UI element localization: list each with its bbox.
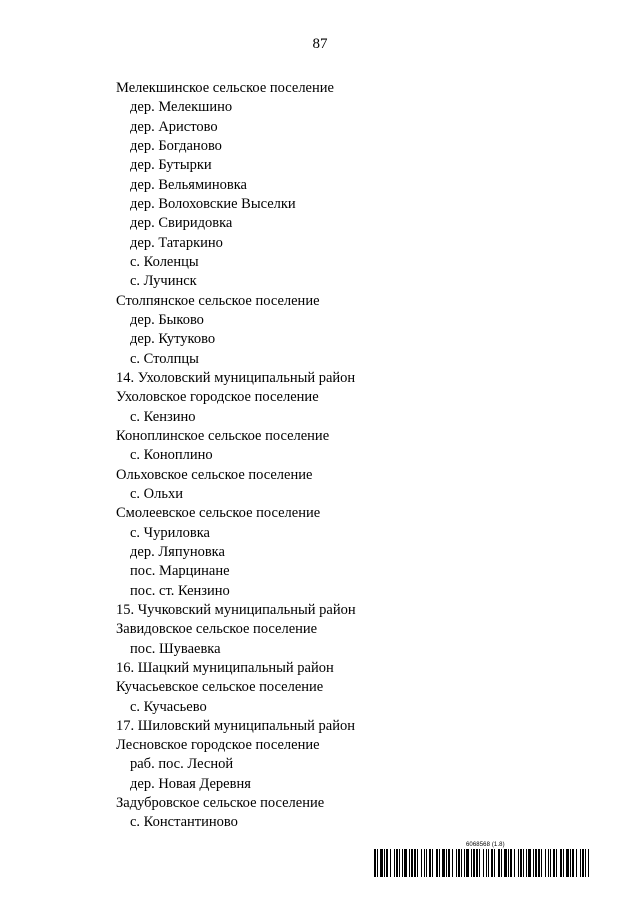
barcode-bar xyxy=(464,849,465,877)
barcode-bar xyxy=(461,849,462,877)
barcode-bar xyxy=(556,849,557,877)
barcode-bar xyxy=(409,849,410,877)
barcode-bar xyxy=(446,849,447,877)
barcode-bar xyxy=(494,849,495,877)
list-item: дер. Татаркино xyxy=(130,234,223,251)
list-item: с. Кучасьево xyxy=(130,698,207,715)
barcode-bar xyxy=(432,849,433,877)
barcode-bar xyxy=(545,849,546,877)
barcode-bar xyxy=(436,849,438,877)
barcode-bar xyxy=(488,849,489,877)
list-heading: Завидовское сельское поселение xyxy=(116,621,318,638)
page-number: 87 xyxy=(312,36,328,52)
barcode-bar xyxy=(585,849,586,877)
list-item: с. Константиново xyxy=(130,814,238,831)
barcode-bar xyxy=(374,849,376,877)
barcode-bar xyxy=(528,849,531,877)
barcode-bar xyxy=(424,849,425,877)
list-heading: 15. Чучковский муниципальный район xyxy=(116,601,356,618)
barcode-bar xyxy=(508,849,509,877)
list-item: пос. Марцинане xyxy=(130,563,230,580)
barcode-bar xyxy=(504,849,507,877)
barcode-bar xyxy=(523,849,524,877)
barcode-bar xyxy=(535,849,537,877)
list-item: дер. Вельяминовка xyxy=(130,176,247,193)
list-item: дер. Новая Деревня xyxy=(130,775,251,792)
barcode-bar xyxy=(582,849,584,877)
barcode-bar xyxy=(518,849,519,877)
list-item: дер. Мелекшино xyxy=(130,99,233,116)
barcode-bar xyxy=(526,849,527,877)
barcode-bar xyxy=(520,849,522,877)
list-heading: 17. Шиловский муниципальный район xyxy=(116,717,355,734)
list-item: с. Чуриловка xyxy=(130,524,210,541)
list-item: с. Коленцы xyxy=(130,253,199,270)
barcode-bar xyxy=(396,849,398,877)
document-code: 6068568 (1.8) xyxy=(466,842,505,848)
barcode-bar xyxy=(414,849,416,877)
barcode-bar xyxy=(394,849,395,877)
list-item: дер. Свиридовка xyxy=(130,215,233,232)
barcode-bar xyxy=(386,849,388,877)
list-item: с. Столпцы xyxy=(130,350,199,367)
barcode-bar xyxy=(501,849,502,877)
list-item: с. Ольхи xyxy=(130,485,184,502)
barcode-bar xyxy=(486,849,487,877)
list-heading: 16. Шацкий муниципальный район xyxy=(116,659,334,676)
barcode-bar xyxy=(588,849,589,877)
barcode-bar xyxy=(380,849,383,877)
list-heading: Задубровское сельское поселение xyxy=(116,795,325,812)
barcode-bar xyxy=(390,849,391,877)
barcode-bar xyxy=(476,849,478,877)
list-item: дер. Быково xyxy=(130,311,204,328)
list-item: дер. Волоховские Выселки xyxy=(130,195,296,212)
barcode-bar xyxy=(498,849,500,877)
list-item: дер. Кутуково xyxy=(130,331,216,348)
barcode-bar xyxy=(483,849,484,877)
barcode-bar xyxy=(576,849,577,877)
list-item: пос. Шуваевка xyxy=(130,640,221,657)
list-item: дер. Ляпуновка xyxy=(130,543,225,560)
barcode-bar xyxy=(538,849,540,877)
barcode-bar xyxy=(417,849,418,877)
barcode-bar xyxy=(421,849,422,877)
barcode-bar xyxy=(491,849,493,877)
settlement-list xyxy=(116,79,356,833)
barcode-bar xyxy=(411,849,413,877)
list-heading: Столпянское сельское поселение xyxy=(116,292,320,309)
barcode-bar xyxy=(429,849,431,877)
barcode-bar xyxy=(452,849,453,877)
barcode-bar xyxy=(456,849,457,877)
list-heading: Коноплинское сельское поселение xyxy=(116,427,330,444)
list-heading: Смолеевское сельское поселение xyxy=(116,505,321,522)
list-item: с. Кензино xyxy=(130,408,196,425)
barcode-bar xyxy=(510,849,512,877)
list-heading: Ухоловское городское поселение xyxy=(116,389,319,406)
barcode-bar xyxy=(473,849,475,877)
barcode-bar xyxy=(570,849,571,877)
barcode-bar xyxy=(404,849,407,877)
list-item: дер. Аристово xyxy=(130,118,218,135)
barcode-bar xyxy=(384,849,385,877)
barcode-bar xyxy=(563,849,564,877)
list-item: с. Лучинск xyxy=(130,273,197,290)
barcode-bar xyxy=(560,849,562,877)
barcode-bar xyxy=(566,849,569,877)
barcode-bar xyxy=(514,849,515,877)
barcode-bar xyxy=(377,849,378,877)
list-item: дер. Богданово xyxy=(130,137,222,154)
barcode-bar xyxy=(479,849,480,877)
list-heading: Ольховское сельское поселение xyxy=(116,466,313,483)
barcode-bar xyxy=(548,849,549,877)
barcode-bar xyxy=(439,849,440,877)
barcode-bar xyxy=(541,849,542,877)
list-heading: Кучасьевское сельское поселение xyxy=(116,679,324,696)
barcode-bar xyxy=(471,849,472,877)
barcode-bar xyxy=(426,849,427,877)
list-item: пос. ст. Кензино xyxy=(130,582,230,599)
list-item: раб. пос. Лесной xyxy=(130,756,234,773)
list-item: дер. Бутырки xyxy=(130,157,212,174)
barcode-bar xyxy=(442,849,445,877)
barcode-bar xyxy=(448,849,450,877)
barcode-bar xyxy=(399,849,400,877)
barcode-bar xyxy=(466,849,469,877)
barcode-bar xyxy=(458,849,460,877)
barcode-bar xyxy=(553,849,555,877)
list-heading: Мелекшинское сельское поселение xyxy=(116,80,334,96)
list-item: с. Коноплино xyxy=(130,447,213,464)
barcode-bar xyxy=(533,849,534,877)
list-heading: 14. Ухоловский муниципальный район xyxy=(116,369,356,386)
barcode-bar xyxy=(402,849,403,877)
barcode-bar xyxy=(580,849,581,877)
barcode-bar xyxy=(572,849,574,877)
barcode xyxy=(374,849,590,877)
barcode-bar xyxy=(550,849,551,877)
list-heading: Лесновское городское поселение xyxy=(116,737,320,754)
